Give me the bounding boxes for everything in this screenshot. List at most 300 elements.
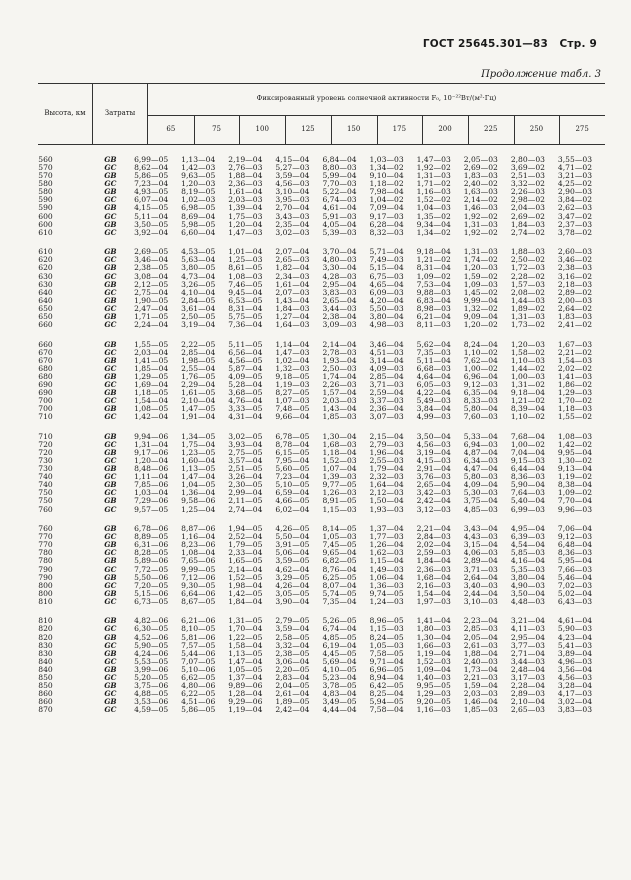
value-cell: 2,23—04 (463, 616, 498, 626)
value-cell: 2,89—02 (557, 287, 593, 297)
value-cell: 3,80—04 (510, 572, 545, 582)
value-cell: 5,15—06 (134, 588, 169, 598)
value-cell: 4,16—04 (510, 556, 545, 566)
value-cell: 1,23—05 (181, 448, 216, 457)
value-cell: 3,59—04 (275, 171, 310, 181)
cost-cell: GC (104, 624, 117, 634)
height-cell: 620 (38, 255, 53, 265)
value-cell: 2,11—05 (228, 496, 263, 506)
value-cell: 3,32—02 (510, 179, 545, 189)
value-cell: 9,29—06 (228, 697, 263, 707)
value-cell: 7,36—04 (228, 319, 263, 329)
cost-cell: GC (104, 705, 117, 715)
height-cell: 610 (38, 247, 53, 257)
value-cell: 7,68—04 (510, 431, 545, 441)
value-cell: 3,71—03 (369, 379, 404, 389)
value-cell: 5,15—04 (369, 263, 404, 273)
cost-cell: GC (104, 456, 117, 466)
value-cell: 2,15—04 (369, 431, 404, 441)
value-cell: 1,42—03 (181, 163, 216, 173)
value-cell: 3,02—04 (557, 697, 593, 707)
value-cell: 1,68—04 (416, 572, 451, 582)
value-cell: 5,75—05 (228, 311, 263, 321)
height-cell: 720 (38, 448, 53, 457)
value-cell: 5,11—04 (134, 211, 169, 221)
height-cell: 680 (38, 363, 53, 373)
value-cell: 9,99—05 (181, 564, 216, 574)
value-cell: 6,02—04 (275, 504, 310, 514)
value-cell: 4,20—04 (369, 295, 404, 305)
cost-cell: GB (104, 664, 117, 674)
value-cell: 1,03—03 (369, 155, 404, 164)
value-cell: 7,65—06 (181, 556, 216, 566)
value-cell: 5,10—05 (275, 480, 310, 490)
value-cell: 4,56—05 (228, 355, 263, 365)
row-group (38, 341, 605, 422)
value-cell: 7,64—03 (510, 488, 545, 498)
value-cell: 4,15—03 (416, 456, 451, 466)
value-cell: 2,83—04 (275, 672, 310, 682)
height-cell: 720 (38, 439, 53, 449)
f-value-header: 150 (346, 125, 361, 134)
value-cell: 2,28—02 (510, 271, 545, 281)
height-cell: 560 (38, 155, 53, 164)
value-cell: 2,28—04 (510, 681, 545, 691)
value-cell: 1,31—05 (228, 616, 263, 626)
value-cell: 2,04—05 (275, 681, 310, 691)
value-cell: 8,19—05 (181, 187, 216, 197)
value-cell: 2,05—04 (463, 632, 498, 642)
value-cell: 3,06—04 (275, 656, 310, 666)
value-cell: 1,16—03 (416, 187, 451, 197)
value-cell: 9,18—04 (416, 247, 451, 257)
value-cell: 3,83—03 (322, 287, 357, 297)
cost-cell: GB (104, 616, 117, 626)
cost-cell: GC (104, 488, 117, 498)
value-cell: 3,02—03 (275, 227, 310, 237)
value-cell: 2,65—03 (510, 705, 545, 715)
value-cell: 1,60—04 (181, 456, 216, 466)
value-cell: 6,42—05 (369, 681, 404, 691)
value-cell: 8,33—03 (463, 396, 498, 406)
value-cell: 3,46—02 (557, 255, 593, 265)
value-cell: 2,98—02 (510, 195, 545, 205)
value-cell: 1,82—04 (275, 263, 310, 273)
value-cell: 1,46—03 (463, 203, 498, 213)
height-cell: 800 (38, 588, 53, 598)
value-cell: 1,24—03 (369, 596, 404, 606)
value-cell: 2,05—03 (463, 155, 498, 164)
value-cell: 5,30—03 (463, 488, 498, 498)
value-cell: 3,71—03 (463, 564, 498, 574)
value-cell: 1,45—02 (463, 287, 498, 297)
value-cell: 1,65—05 (228, 556, 263, 566)
value-cell: 7,70—03 (322, 179, 357, 189)
cost-cell: GC (104, 347, 117, 357)
value-cell: 1,06—04 (369, 572, 404, 582)
value-cell: 1,09—03 (463, 279, 498, 289)
value-cell: 2,79—03 (369, 439, 404, 449)
value-cell: 3,76—03 (416, 472, 451, 482)
value-cell: 4,22—04 (416, 388, 451, 398)
value-cell: 2,50—05 (181, 311, 216, 321)
height-cell: 790 (38, 572, 53, 582)
value-cell: 6,84—04 (322, 155, 357, 164)
value-cell: 1,88—03 (510, 247, 545, 257)
value-cell: 5,44—06 (181, 648, 216, 658)
value-cell: 4,96—03 (557, 656, 593, 666)
value-cell: 4,56—03 (416, 439, 451, 449)
value-cell: 3,59—05 (275, 556, 310, 566)
cost-cell: GC (104, 472, 117, 482)
page-header (0, 38, 597, 50)
value-cell: 1,47—04 (228, 656, 263, 666)
value-cell: 3,89—04 (557, 648, 593, 658)
value-cell: 3,61—04 (181, 303, 216, 313)
value-cell: 6,28—04 (369, 219, 404, 229)
value-cell: 5,74—05 (322, 588, 357, 598)
value-cell: 2,40—02 (463, 179, 498, 189)
value-cell: 1,25—03 (228, 255, 263, 265)
value-cell: 6,19—04 (322, 640, 357, 650)
value-cell: 3,84—02 (557, 195, 593, 205)
value-cell: 9,18—04 (510, 388, 545, 398)
height-cell: 810 (38, 616, 53, 626)
value-cell: 1,68—03 (322, 439, 357, 449)
value-cell: 1,04—02 (369, 195, 404, 205)
cost-cell: GB (104, 632, 117, 642)
value-cell: 6,35—04 (463, 388, 498, 398)
value-cell: 9,66—04 (275, 412, 310, 422)
value-cell: 1,44—03 (510, 295, 545, 305)
table-row (38, 229, 605, 237)
height-cell: 630 (38, 279, 53, 289)
table-row (38, 706, 605, 714)
value-cell: 3,91—05 (275, 540, 310, 550)
f-value-header: 125 (301, 125, 315, 134)
value-cell: 1,30—02 (557, 456, 593, 466)
value-cell: 9,99—04 (463, 295, 498, 305)
value-cell: 1,27—04 (275, 311, 310, 321)
value-cell: 4,45—05 (322, 648, 357, 658)
value-cell: 1,83—03 (557, 311, 593, 321)
cost-cell: GC (104, 319, 117, 329)
value-cell: 4,43—03 (463, 532, 498, 542)
value-cell: 5,28—04 (228, 379, 263, 389)
value-cell: 3,90—04 (275, 596, 310, 606)
value-cell: 3,14—04 (369, 355, 404, 365)
value-cell: 7,04—04 (510, 448, 545, 457)
value-cell: 6,99—03 (510, 504, 545, 514)
value-cell: 3,47—02 (557, 211, 593, 221)
height-cell: 840 (38, 664, 53, 674)
value-cell: 2,36—03 (228, 179, 263, 189)
value-cell: 1,52—05 (228, 572, 263, 582)
value-cell: 2,38—03 (557, 263, 593, 273)
value-cell: 1,00—02 (510, 439, 545, 449)
value-cell: 4,53—05 (181, 247, 216, 257)
value-cell: 2,95—04 (322, 279, 357, 289)
value-cell: 2,07—04 (275, 247, 310, 257)
value-cell: 8,11—03 (416, 319, 451, 329)
value-cell: 2,91—04 (416, 464, 451, 474)
value-cell: 5,35—03 (510, 564, 545, 574)
value-cell: 1,29—03 (416, 689, 451, 699)
cost-cell: GC (104, 656, 117, 666)
cost-cell: GB (104, 203, 117, 213)
cost-cell: GC (104, 564, 117, 574)
value-cell: 1,67—03 (557, 339, 593, 349)
value-cell: 2,61—04 (275, 689, 310, 699)
value-cell: 3,78—05 (322, 681, 357, 691)
value-cell: 6,94—03 (463, 439, 498, 449)
value-cell: 7,98—04 (369, 187, 404, 197)
value-cell: 3,28—04 (557, 681, 593, 691)
value-cell: 6,56—04 (228, 347, 263, 357)
value-cell: 1,31—03 (510, 311, 545, 321)
value-cell: 2,14—02 (463, 195, 498, 205)
value-cell: 4,25—02 (557, 179, 593, 189)
value-cell: 6,22—05 (181, 689, 216, 699)
value-cell: 3,21—03 (557, 171, 593, 181)
value-cell: 5,50—06 (134, 572, 169, 582)
value-cell: 1,16—04 (181, 532, 216, 542)
value-cell: 4,09—05 (228, 371, 263, 381)
f-value-header: 75 (212, 125, 221, 134)
value-cell: 3,19—04 (181, 319, 216, 329)
value-cell: 7,12—06 (181, 572, 216, 582)
value-cell: 4,83—04 (322, 689, 357, 699)
value-cell: 2,34—03 (275, 271, 310, 281)
value-cell: 9,09—04 (463, 311, 498, 321)
f-value-header: 100 (255, 125, 269, 134)
value-cell: 1,30—04 (322, 431, 357, 441)
value-cell: 4,05—04 (322, 219, 357, 229)
value-cell: 2,76—03 (228, 163, 263, 173)
height-cell: 830 (38, 648, 53, 658)
value-cell: 5,10—06 (181, 664, 216, 674)
value-cell: 5,11—05 (228, 339, 263, 349)
cost-cell: GB (104, 448, 117, 457)
value-cell: 4,73—04 (181, 271, 216, 281)
value-cell: 6,98—05 (181, 203, 216, 213)
cost-cell: GB (104, 155, 117, 164)
height-cell: 700 (38, 404, 53, 414)
value-cell: 3,50—05 (134, 219, 169, 229)
height-cell: 590 (38, 203, 53, 213)
value-cell: 4,80—06 (181, 681, 216, 691)
value-cell: 1,46—04 (463, 697, 498, 707)
value-cell: 1,15—03 (322, 504, 357, 514)
value-cell: 6,60—04 (181, 227, 216, 237)
cost-cell: GB (104, 355, 117, 365)
height-cell: 830 (38, 640, 53, 650)
value-cell: 2,50—03 (322, 363, 357, 373)
value-cell: 1,29—03 (557, 388, 593, 398)
value-cell: 9,88—03 (416, 287, 451, 297)
value-cell: 1,00—03 (510, 371, 545, 381)
value-cell: 7,58—04 (369, 705, 404, 715)
value-cell: 3,09—03 (322, 319, 357, 329)
value-cell: 1,13—05 (181, 464, 216, 474)
value-cell: 5,71—04 (369, 247, 404, 257)
value-cell: 6,07—04 (134, 195, 169, 205)
value-cell: 2,24—04 (134, 319, 169, 329)
value-cell: 8,80—03 (322, 163, 357, 173)
value-cell: 4,11—03 (510, 624, 545, 634)
f-value-header: 225 (484, 125, 498, 134)
value-cell: 1,84—03 (275, 303, 310, 313)
value-cell: 1,72—03 (510, 263, 545, 273)
value-cell: 1,28—04 (228, 689, 263, 699)
value-cell: 7,06—04 (557, 524, 593, 534)
value-cell: 6,21—06 (181, 616, 216, 626)
value-cell: 2,55—03 (369, 456, 404, 466)
value-cell: 1,34—05 (181, 431, 216, 441)
value-cell: 4,52—06 (134, 632, 169, 642)
value-cell: 1,89—05 (275, 697, 310, 707)
row-group (38, 156, 605, 237)
cost-cell: GC (104, 548, 117, 558)
value-cell: 1,54—04 (134, 396, 169, 406)
value-cell: 1,85—04 (134, 363, 169, 373)
value-cell: 7,45—05 (322, 540, 357, 550)
value-cell: 4,99—03 (416, 412, 451, 422)
value-cell: 4,95—04 (510, 524, 545, 534)
value-cell: 6,05—03 (416, 379, 451, 389)
value-cell: 1,37—04 (228, 672, 263, 682)
value-cell: 1,03—04 (134, 488, 169, 498)
value-cell: 2,19—04 (228, 155, 263, 164)
value-cell: 1,97—03 (416, 596, 451, 606)
value-cell: 1,42—02 (557, 439, 593, 449)
value-cell: 1,19—04 (228, 705, 263, 715)
cost-cell: GC (104, 195, 117, 205)
value-cell: 1,18—03 (557, 404, 593, 414)
value-cell: 3,40—03 (463, 580, 498, 590)
value-cell: 9,17—03 (369, 211, 404, 221)
value-cell: 2,37—03 (557, 219, 593, 229)
value-cell: 1,04—03 (416, 203, 451, 213)
value-cell: 4,28—03 (322, 271, 357, 281)
value-cell: 2,35—04 (275, 219, 310, 229)
value-cell: 1,07—03 (275, 396, 310, 406)
value-cell: 7,85—06 (134, 480, 169, 490)
value-cell: 7,23—04 (275, 472, 310, 482)
value-cell: 1,61—04 (228, 187, 263, 197)
value-cell: 6,74—04 (322, 624, 357, 634)
value-cell: 8,27—05 (275, 388, 310, 398)
f-value-header: 175 (392, 125, 407, 134)
value-cell: 2,02—02 (557, 363, 593, 373)
value-cell: 8,14—05 (322, 524, 357, 534)
value-cell: 1,55—05 (134, 339, 169, 349)
value-cell: 2,62—03 (557, 203, 593, 213)
value-cell: 1,50—04 (369, 496, 404, 506)
value-cell: 8,87—06 (181, 524, 216, 534)
value-cell: 5,80—03 (463, 472, 498, 482)
cost-cell: GC (104, 439, 117, 449)
value-cell: 1,34—02 (416, 227, 451, 237)
value-cell: 9,45—04 (228, 287, 263, 297)
value-cell: 8,67—05 (181, 596, 216, 606)
value-cell: 3,93—04 (228, 439, 263, 449)
cost-cell: GB (104, 480, 117, 490)
value-cell: 5,85—03 (510, 548, 545, 558)
value-cell: 5,91—03 (322, 211, 357, 221)
value-cell: 5,39—03 (322, 227, 357, 237)
cost-cell: GB (104, 540, 117, 550)
value-cell: 2,51—05 (228, 464, 263, 474)
value-cell: 8,76—04 (322, 564, 357, 574)
value-cell: 9,10—04 (369, 171, 404, 181)
cost-cell: GC (104, 504, 117, 514)
value-cell: 1,10—02 (510, 412, 545, 422)
value-cell: 2,85—03 (463, 624, 498, 634)
value-cell: 1,58—02 (510, 347, 545, 357)
cost-cell: GB (104, 556, 117, 566)
value-cell: 2,71—04 (510, 648, 545, 658)
value-cell: 6,96—05 (369, 664, 404, 674)
value-cell: 1,59—02 (463, 271, 498, 281)
value-cell: 9,15—03 (510, 456, 545, 466)
value-cell: 3,10—04 (275, 187, 310, 197)
value-cell: 2,03—03 (463, 689, 498, 699)
value-cell: 3,75—06 (134, 681, 169, 691)
cost-cell: GC (104, 287, 117, 297)
value-cell: 2,85—04 (181, 347, 216, 357)
value-cell: 8,62—04 (134, 163, 169, 173)
row-group (38, 525, 605, 606)
value-cell: 1,83—03 (463, 171, 498, 181)
value-cell: 1,85—03 (463, 705, 498, 715)
value-cell: 4,61—04 (557, 616, 593, 626)
value-cell: 2,64—02 (557, 303, 593, 313)
value-cell: 8,36—03 (510, 472, 545, 482)
value-cell: 3,21—04 (510, 616, 545, 626)
value-cell: 3,70—04 (322, 247, 357, 257)
height-cell: 730 (38, 464, 53, 474)
height-cell: 600 (38, 219, 53, 229)
value-cell: 2,84—05 (181, 295, 216, 305)
value-cell: 9,12—03 (557, 532, 593, 542)
value-cell: 5,02—04 (557, 588, 593, 598)
value-cell: 3,44—03 (322, 303, 357, 313)
value-cell: 1,14—04 (275, 339, 310, 349)
value-cell: 6,21—04 (416, 311, 451, 321)
value-cell: 6,83—04 (416, 295, 451, 305)
value-cell: 3,50—04 (510, 588, 545, 598)
value-cell: 1,09—02 (416, 271, 451, 281)
value-cell: 4,71—02 (557, 163, 593, 173)
cost-cell: GC (104, 412, 117, 422)
cost-cell: GC (104, 163, 117, 173)
height-cell: 640 (38, 287, 53, 297)
value-cell: 2,51—03 (510, 171, 545, 181)
value-cell: 7,35—04 (322, 596, 357, 606)
height-cell: 780 (38, 556, 53, 566)
height-cell: 730 (38, 456, 53, 466)
value-cell: 1,15—04 (369, 556, 404, 566)
height-cell: 710 (38, 431, 53, 441)
value-cell: 1,74—04 (322, 371, 357, 381)
value-cell: 1,58—04 (228, 640, 263, 650)
value-cell: 9,95—05 (416, 681, 451, 691)
value-cell: 5,86—05 (181, 705, 216, 715)
cost-cell: GB (104, 171, 117, 181)
value-cell: 2,10—04 (510, 697, 545, 707)
activity-level-header: Фиксированный уровень солнечной активности F₀, 10⁻²²Вт/(м²·Гц) (256, 94, 497, 103)
